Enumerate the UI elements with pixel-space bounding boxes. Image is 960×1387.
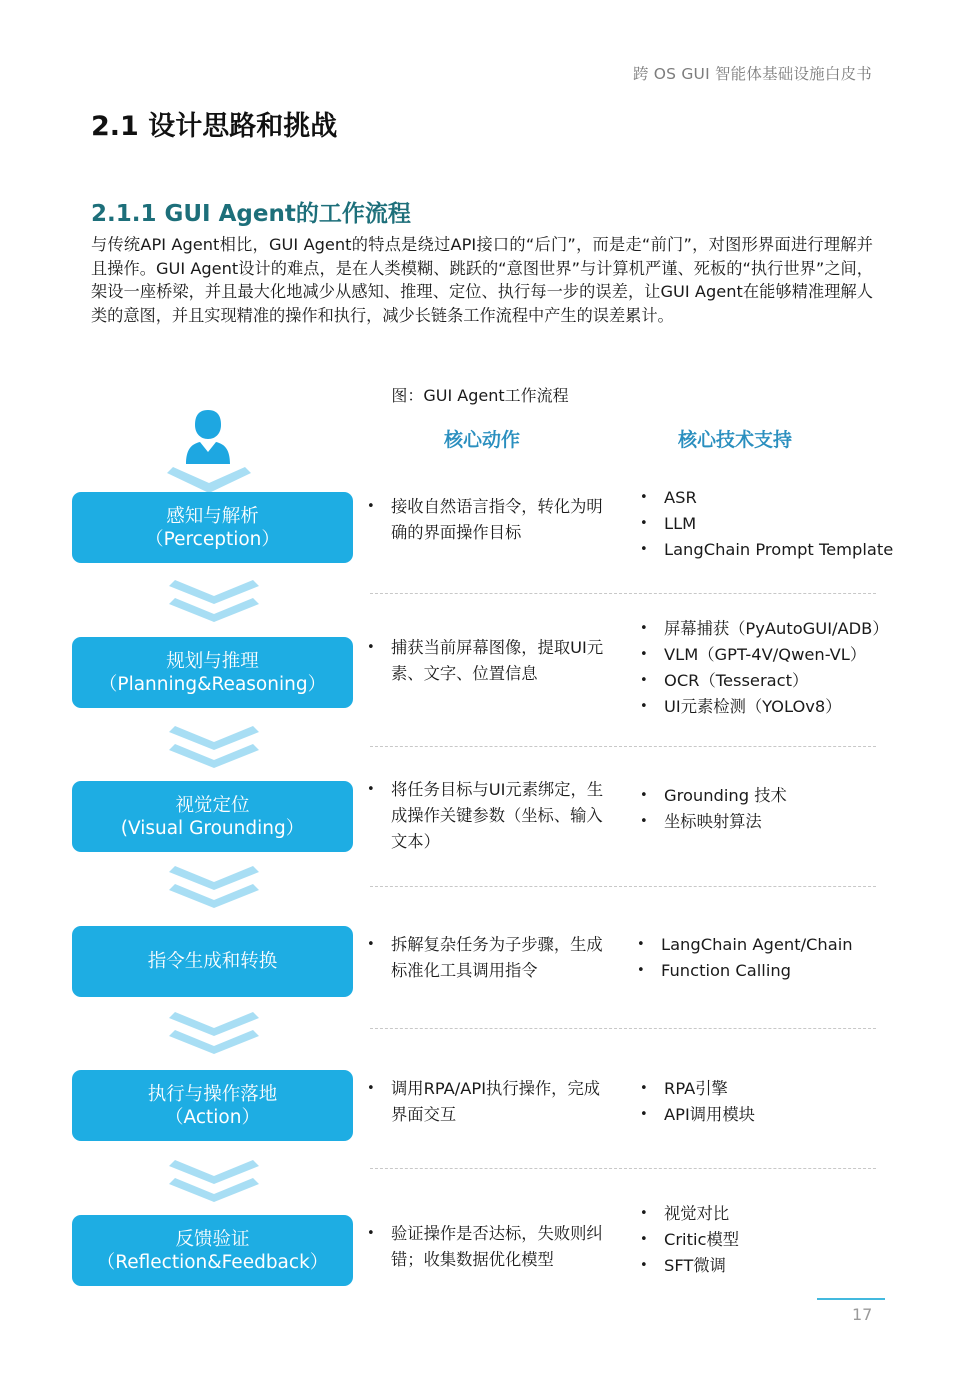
stage-1-actions bbox=[365, 494, 615, 546]
stage-4-actions bbox=[365, 932, 615, 984]
action-item: • 将任务目标与UI元素绑定，生成操作关键参数（坐标、输入文本） bbox=[365, 777, 615, 855]
stage-6-actions bbox=[365, 1221, 615, 1273]
divider bbox=[370, 1028, 876, 1029]
stage-2-actions bbox=[365, 635, 615, 687]
section-title: 2.1 设计思路和挑战 bbox=[91, 111, 338, 142]
stage-title: 指令生成和转换 bbox=[147, 951, 278, 972]
tech-item: • Function Calling bbox=[635, 958, 935, 984]
double-chevron-down-icon bbox=[167, 1160, 261, 1204]
stage-subtitle: （Planning&Reasoning） bbox=[98, 673, 327, 695]
footer-rule bbox=[817, 1298, 885, 1300]
stage-5-actions bbox=[365, 1076, 615, 1128]
double-chevron-down-icon bbox=[167, 1012, 261, 1056]
stage-subtitle: (Visual Grounding） bbox=[120, 817, 305, 839]
stage-instruction-generation bbox=[72, 926, 353, 997]
divider bbox=[370, 886, 876, 887]
tech-item: • LLM bbox=[638, 511, 938, 537]
stage-5-tech bbox=[638, 1076, 938, 1128]
divider bbox=[370, 593, 876, 594]
tech-item: • API调用模块 bbox=[638, 1102, 938, 1128]
stage-reflection-feedback bbox=[72, 1215, 353, 1286]
action-item: • 验证操作是否达标，失败则纠错；收集数据优化模型 bbox=[365, 1221, 615, 1273]
figure-caption bbox=[0, 383, 960, 406]
stage-subtitle: （Reflection&Feedback） bbox=[96, 1251, 329, 1273]
action-item: • 调用RPA/API执行操作，完成界面交互 bbox=[365, 1076, 615, 1128]
stage-title: 执行与操作落地 bbox=[147, 1083, 278, 1105]
intro-paragraph: 与传统API Agent相比，GUI Agent的特点是绕过API接口的“后门”，而是走“前门”，对图形界面进行理解并且操作。GUI Agent设计的难点，是在人类模糊、跳跃的“意图世界”与计算机严谨、死板的“执行世界”之间，架设一座桥梁，并且最大化地减少从感知、推理、定位、执行每一步的误差，让GUI Agent在能够精准理解人类的意图，并且实现精准的操作和执行，减少长链条工作流程中产生的误差累计。 bbox=[91, 235, 873, 325]
chevron-down-icon bbox=[167, 467, 251, 493]
tech-item: • 屏幕捕获（PyAutoGUI/ADB） bbox=[638, 616, 938, 642]
tech-item: • Critic模型 bbox=[638, 1227, 938, 1253]
stage-action bbox=[72, 1070, 353, 1141]
user-icon bbox=[183, 408, 233, 466]
stage-3-actions bbox=[365, 777, 615, 855]
tech-item: • SFT微调 bbox=[638, 1253, 938, 1279]
stage-planning-reasoning bbox=[72, 637, 353, 708]
divider bbox=[370, 746, 876, 747]
stage-subtitle: （Perception） bbox=[145, 528, 280, 550]
tech-item: • LangChain Prompt Template bbox=[638, 537, 938, 563]
subsection-title: 2.1.1 GUI Agent的工作流程 bbox=[91, 201, 411, 227]
tech-item: • 坐标映射算法 bbox=[638, 809, 938, 835]
stage-visual-grounding bbox=[72, 781, 353, 852]
stage-subtitle: （Action） bbox=[165, 1106, 260, 1128]
tech-item: • 视觉对比 bbox=[638, 1201, 938, 1227]
tech-item: • RPA引擎 bbox=[638, 1076, 938, 1102]
tech-item: • LangChain Agent/Chain bbox=[635, 932, 935, 958]
tech-item: • VLM（GPT-4V/Qwen-VL） bbox=[638, 642, 938, 668]
tech-item: • UI元素检测（YOLOv8） bbox=[638, 694, 938, 720]
double-chevron-down-icon bbox=[167, 580, 261, 624]
stage-title: 反馈验证 bbox=[175, 1228, 250, 1250]
column-heading-tech: 核心技术支持 bbox=[678, 429, 793, 451]
stage-title: 感知与解析 bbox=[166, 505, 259, 527]
stage-1-tech bbox=[638, 485, 938, 563]
stage-title: 规划与推理 bbox=[166, 650, 259, 672]
tech-item: • Grounding 技术 bbox=[638, 783, 938, 809]
stage-6-tech bbox=[638, 1201, 938, 1279]
stage-3-tech bbox=[638, 783, 938, 835]
double-chevron-down-icon bbox=[167, 866, 261, 910]
action-item: • 拆解复杂任务为子步骤，生成标准化工具调用指令 bbox=[365, 932, 615, 984]
stage-4-tech bbox=[635, 932, 935, 984]
action-item: • 接收自然语言指令，转化为明确的界面操作目标 bbox=[365, 494, 615, 546]
running-header: 跨 OS GUI 智能体基础设施白皮书 bbox=[632, 65, 872, 83]
column-heading-actions: 核心动作 bbox=[444, 429, 521, 451]
stage-perception bbox=[72, 492, 353, 563]
tech-item: • ASR bbox=[638, 485, 938, 511]
stage-2-tech bbox=[638, 616, 938, 720]
action-item: • 捕获当前屏幕图像，提取UI元素、文字、位置信息 bbox=[365, 635, 615, 687]
double-chevron-down-icon bbox=[167, 726, 261, 770]
figure-caption-text: 图：GUI Agent工作流程 bbox=[391, 386, 569, 405]
page-number: 17 bbox=[852, 1305, 873, 1324]
stage-title: 视觉定位 bbox=[175, 794, 250, 816]
tech-item: • OCR（Tesseract） bbox=[638, 668, 938, 694]
divider bbox=[370, 1168, 876, 1169]
